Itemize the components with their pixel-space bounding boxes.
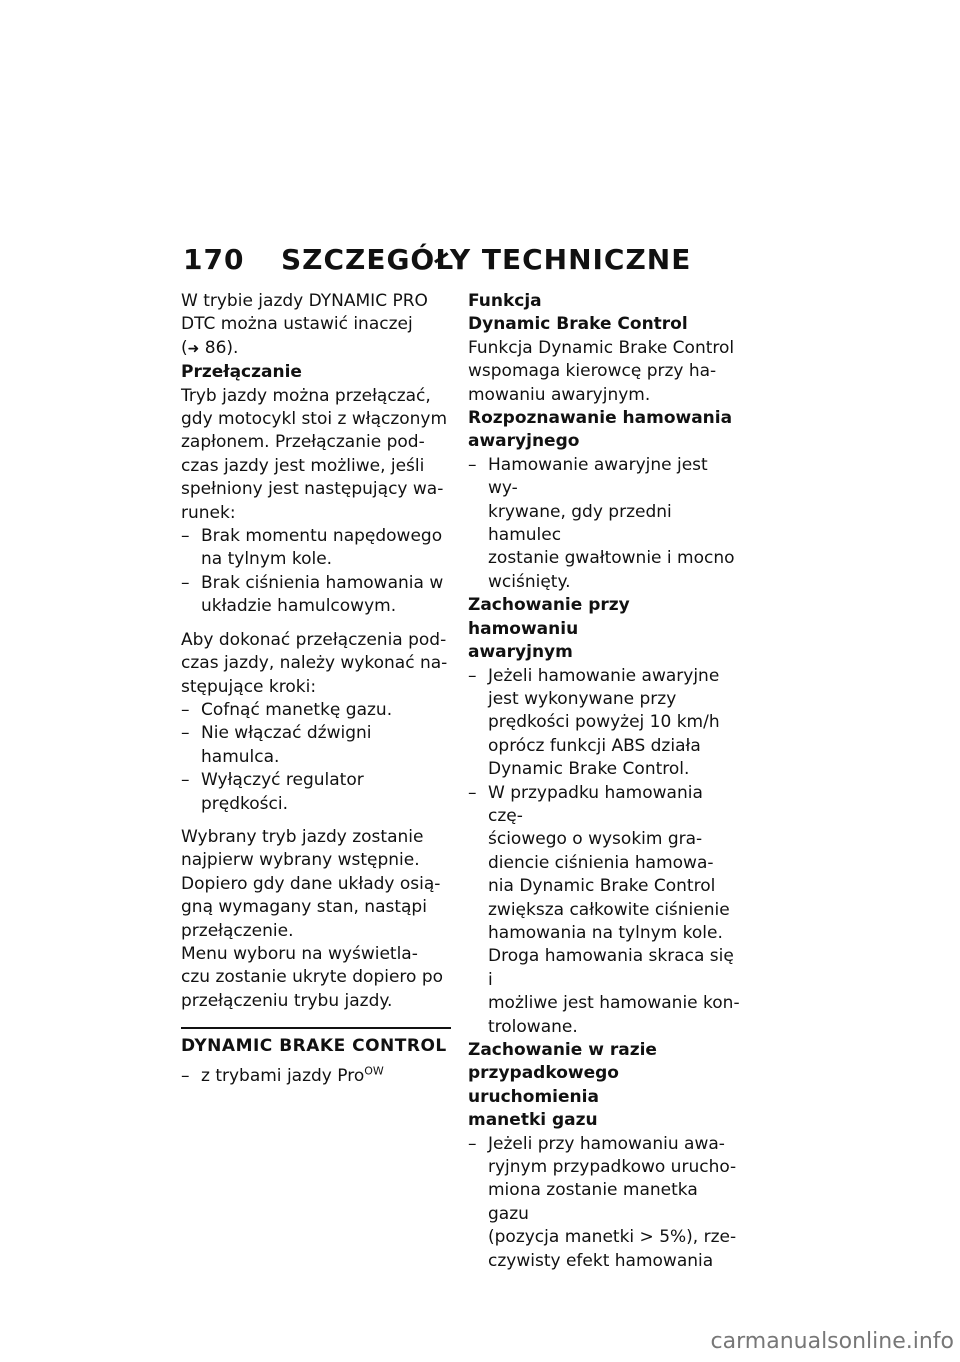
- menu-line: Menu wyboru na wyświetla-: [181, 943, 418, 964]
- list-item: – Wyłączyć regulator prędkości.: [181, 770, 364, 814]
- option-note: – z trybami jazdy Pro$^{OW}$: [181, 1063, 384, 1086]
- right-column: [468, 290, 740, 1273]
- switching-line: Tryb jazdy można przełączać,: [181, 385, 431, 406]
- list-item: – Hamowanie awaryjne jest wy- krywane, gdy przedni hamulec zostanie gwałtownie i mocno wciśnięty.: [468, 454, 735, 592]
- intro-line-1: W trybie jazdy DYNAMIC PRO: [181, 291, 428, 311]
- selected-line: przełączenie.: [181, 920, 294, 941]
- option-superscript: OW: [364, 1063, 384, 1077]
- list-item: – Jeżeli hamowanie awaryjne jest wykonywane przy prędkości powyżej 10 km/h oprócz funkcji ABS działa Dynamic Brake Control.: [468, 665, 720, 780]
- switching-line: czas jazdy jest możliwe, jeśli: [181, 455, 425, 476]
- switching-line: gdy motocykl stoi z włączonym: [181, 409, 448, 430]
- section-divider: [181, 1027, 451, 1029]
- function-line: mowaniu awaryjnym.: [468, 384, 651, 405]
- list-item: – W przypadku hamowania czę- ściowego o wysokim gra- diencie ciśnienia hamowa- nia Dynamic Brake Control zwiększa całkowite ciśnienie hamowania na tylnym kole. Droga hamowania skraca się i możliwe jest hamowanie kon- trolowane.: [468, 782, 740, 1037]
- function-heading: Funkcja: [468, 291, 542, 311]
- selected-line: Dopiero gdy dane układy osią-: [181, 873, 441, 894]
- intro-line-2: DTC można ustawić inaczej: [181, 314, 413, 335]
- detection-heading: Rozpoznawanie hamowania: [468, 408, 733, 429]
- arrow-right-icon: ➜: [187, 340, 200, 357]
- list-item: – Nie włączać dźwigni hamulca.: [181, 723, 372, 767]
- left-column: [181, 290, 451, 1088]
- section-title: DYNAMIC BRAKE CONTROL: [181, 1036, 447, 1057]
- switching-line: spełniony jest następujący wa-: [181, 479, 444, 500]
- function-line: Funkcja Dynamic Brake Control: [468, 337, 735, 358]
- behavior-heading: Zachowanie przy hamowaniu: [468, 595, 630, 639]
- list-item: – Jeżeli przy hamowaniu awa- ryjnym przypadkowo urucho- miona zostanie manetka gazu (pozycja manetki > 5%), rze- czywisty efekt hamowania: [468, 1133, 737, 1271]
- throttle-heading: przypadkowego uruchomienia: [468, 1063, 619, 1107]
- switching-line: zapłonem. Przełączanie pod-: [181, 432, 425, 453]
- menu-line: czu zostanie ukryte dopiero po: [181, 967, 444, 988]
- detection-heading: awaryjnego: [468, 431, 580, 452]
- list-item: – Cofnąć manetkę gazu.: [181, 699, 393, 720]
- throttle-heading: Zachowanie w razie: [468, 1040, 657, 1060]
- throttle-heading: manetki gazu: [468, 1110, 598, 1131]
- selected-line: gną wymagany stan, nastąpi: [181, 897, 427, 918]
- xref-open: (: [181, 337, 188, 358]
- menu-line: przełączeniu trybu jazdy.: [181, 990, 393, 1011]
- page-number: 170: [183, 243, 245, 276]
- xref-page: 86).: [204, 337, 239, 358]
- steps-intro-line: Aby dokonać przełączenia pod-: [181, 629, 447, 650]
- selected-line: Wybrany tryb jazdy zostanie: [181, 826, 424, 847]
- watermark: carmanualsonline.info: [710, 1329, 954, 1354]
- list-item: – Brak momentu napędowego na tylnym kole.: [181, 526, 443, 570]
- steps-intro-line: czas jazdy, należy wykonać na-: [181, 653, 448, 674]
- behavior-heading: awaryjnym: [468, 642, 573, 663]
- switching-line: runek:: [181, 502, 236, 523]
- switching-heading: Przełączanie: [181, 362, 302, 383]
- function-heading: Dynamic Brake Control: [468, 314, 688, 335]
- list-item: – Brak ciśnienia hamowania w układzie hamulcowym.: [181, 572, 444, 617]
- steps-intro-line: stępujące kroki:: [181, 676, 317, 697]
- page-title: SZCZEGÓŁY TECHNICZNE: [281, 243, 692, 276]
- selected-line: najpierw wybrany wstępnie.: [181, 850, 420, 871]
- function-line: wspomaga kierowcę przy ha-: [468, 361, 717, 382]
- cross-reference[interactable]: [181, 337, 451, 361]
- page-header: [183, 243, 691, 276]
